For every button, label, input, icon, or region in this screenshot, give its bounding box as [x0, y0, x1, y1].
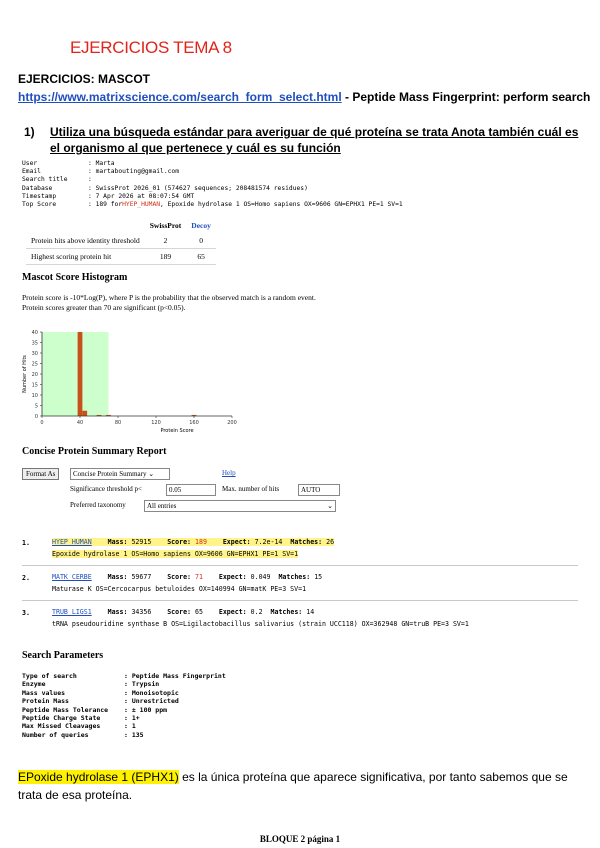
taxonomy-select[interactable]: All entries ⌄	[144, 500, 336, 512]
y-tick-label: 40	[31, 329, 38, 336]
param-row: Type of search : Peptide Mass Fingerprint	[22, 672, 226, 680]
x-axis-label: Protein Score	[160, 428, 194, 434]
non-significant-region	[42, 332, 109, 416]
meta-row: Email : martabouting@gmail.com	[22, 168, 179, 176]
histogram-bar	[78, 332, 83, 416]
meta-row: Top Score : 189 for HYEP_HUMAN , Epoxide hydrolase 1 OS=Homo sapiens OX=9606 GN=EPHX1 PE=1 SV=1	[22, 201, 403, 209]
chevron-down-icon: ⌄	[327, 502, 333, 510]
search-metadata	[22, 160, 403, 209]
y-tick-label: 35	[31, 340, 38, 347]
page-footer: BLOQUE 2 página 1	[259, 834, 341, 844]
conclusion	[18, 768, 590, 804]
param-row: Peptide Charge State : 1+	[22, 714, 140, 723]
conclusion-highlight: EPoxide hydrolase 1 (EPHX1)	[18, 770, 179, 784]
report-format-form	[22, 468, 352, 514]
x-tick-label: 200	[227, 420, 237, 426]
question-number: 1)	[24, 125, 35, 139]
meta-row: User : Marta	[22, 160, 115, 167]
mascot-search-link[interactable]: https://www.matrixscience.com/search_form_select.html	[18, 90, 342, 104]
y-tick-label: 0	[34, 413, 38, 420]
y-tick-label: 30	[31, 350, 38, 357]
conclusion-text: es la única proteína que aparece significativa, por tanto sabemos que se trata de esa proteína.	[18, 770, 568, 802]
hit-accession-link[interactable]: TRUB_LIGS1	[52, 608, 92, 616]
hits-summary-table	[26, 218, 216, 265]
param-row: Protein Mass : Unrestricted	[22, 697, 179, 706]
link-line	[18, 90, 590, 104]
link-description: - Peptide Mass Fingerprint: perform search	[341, 90, 591, 104]
significance-input[interactable]: 0.05	[166, 484, 216, 496]
param-row: Peptide Mass Tolerance : ± 100 ppm	[22, 705, 168, 714]
x-tick-label: 40	[76, 420, 84, 426]
param-row: Number of queries : 135	[22, 730, 144, 739]
taxonomy-label: Preferred taxonomy	[70, 501, 126, 509]
table-row: Highest scoring protein hit 189 65	[26, 249, 216, 265]
x-tick-label: 0	[40, 420, 44, 426]
y-axis-label: Number of Hits	[22, 355, 28, 393]
meta-row: Database : SwissProt 2026_01 (574627 sequences; 208481574 residues)	[22, 184, 308, 192]
divider	[22, 600, 578, 601]
y-tick-label: 5	[34, 403, 38, 410]
x-tick-label: 80	[114, 420, 122, 426]
param-row: Max Missed Cleavages : 1	[22, 722, 136, 731]
section-subtitle: EJERCICIOS: MASCOT	[18, 72, 151, 86]
hit-accession-link[interactable]: MATK_CERBE	[52, 573, 92, 581]
param-row: Mass values : Monoisotopic	[22, 688, 179, 697]
max-hits-label: Max. number of hits	[222, 485, 280, 493]
significance-label: Significance threshold p<	[70, 485, 142, 493]
search-parameters	[22, 672, 226, 739]
summary-heading: Concise Protein Summary Report	[22, 446, 167, 457]
y-tick-label: 25	[31, 361, 38, 368]
divider	[22, 565, 578, 566]
help-link[interactable]: Help	[222, 469, 236, 477]
chevron-down-icon: ⌄	[148, 470, 155, 478]
histogram-desc-2: Protein scores greater than 70 are significant (p<0.05).	[22, 303, 186, 312]
params-heading: Search Parameters	[22, 650, 104, 661]
question-1	[24, 124, 584, 156]
table-row: Protein hits above identity threshold 2 0	[26, 233, 216, 249]
meta-row: Search title :	[22, 176, 92, 184]
meta-row: Timestamp : 7 Apr 2026 at 08:07:54 GMT	[22, 192, 195, 200]
format-as-button[interactable]: Format As	[22, 468, 59, 480]
score-histogram	[18, 326, 248, 438]
param-row: Enzyme : Trypsin	[22, 680, 160, 689]
histogram-heading: Mascot Score Histogram	[22, 272, 128, 283]
y-tick-label: 20	[31, 371, 38, 378]
y-tick-label: 15	[31, 382, 38, 389]
x-tick-label: 120	[151, 420, 161, 426]
histogram-bar	[82, 411, 87, 416]
page-title: EJERCICIOS TEMA 8	[70, 38, 232, 57]
top-score-accession[interactable]: HYEP_HUMAN	[122, 201, 161, 209]
x-tick-label: 160	[189, 420, 199, 426]
max-hits-input[interactable]: AUTO	[298, 484, 340, 496]
format-select[interactable]: Concise Protein Summary ⌄	[70, 468, 170, 480]
decoy-link[interactable]: Decoy	[191, 221, 211, 230]
hit-accession-link[interactable]: HYEP_HUMAN	[52, 538, 92, 546]
y-tick-label: 10	[31, 392, 38, 399]
col-swissprot: SwissProt	[149, 221, 182, 230]
question-text: Utiliza una búsqueda estándar para averiguar de qué proteína se trata Anota también cuál es el organismo al que pertenece y cuál es su función	[50, 125, 579, 155]
histogram-desc-1: Protein score is -10*Log(P), where P is the probability that the observed match is a random event.	[22, 293, 316, 302]
